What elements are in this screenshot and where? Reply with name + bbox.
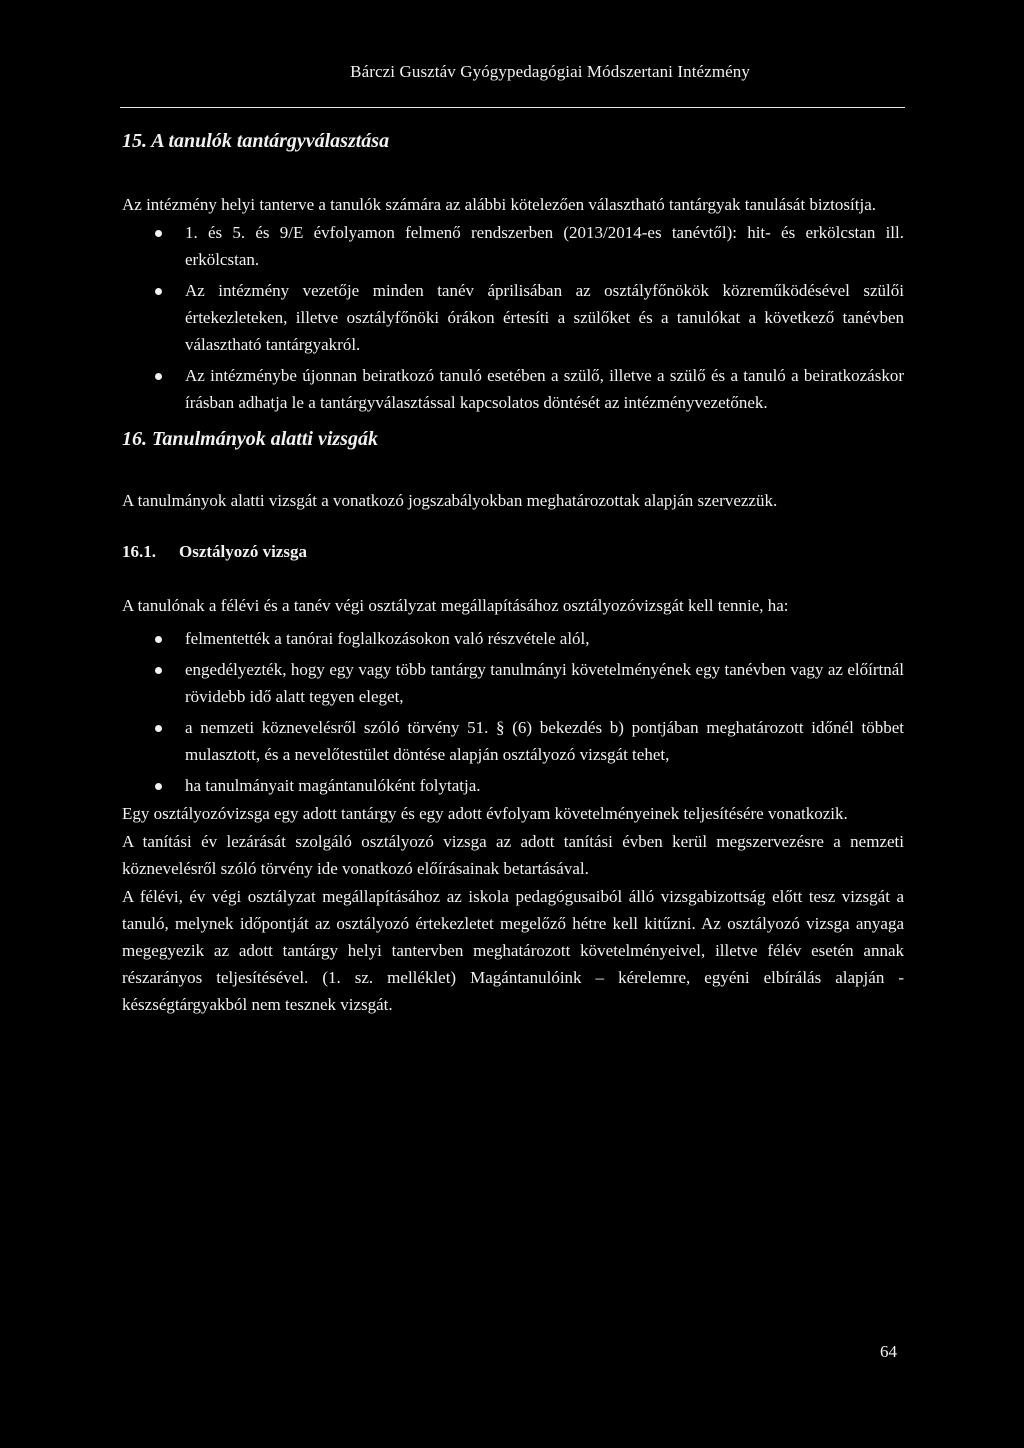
header-divider: [120, 107, 905, 108]
section-16-1-intro: A tanulónak a félévi és a tanév végi osztályzat megállapításához osztályozóvizsgát kell tennie, ha:: [122, 596, 789, 615]
section-16-1-para-3: A félévi, év végi osztályzat megállapításához az iskola pedagógusaiból álló vizsgabizottság előtt tesz vizsgát a tanuló, melynek időpontját az osztályozó értekezletet megelőző hétre kell kitűzni. Az osztályozó vizsga anyaga megegyezik az adott tantárgy helyi tantervben meghatározott követelményeivel, illetve félév esetén annak részarányos teljesítésével. (1. sz. melléklet) Magántanulóink – kérelemre, egyéni elbírálás alapján - készségtárgyakból nem tesznek vizsgát.: [122, 887, 904, 1014]
bullet-icon: [155, 636, 162, 643]
list-item: 1. és 5. és 9/E évfolyamon felmenő rendszerben (2013/2014-es tanévtől): hit- és erkölcstan ill. erkölcstan.: [122, 219, 904, 273]
bullet-icon: [155, 230, 162, 237]
bullet-icon: [155, 667, 162, 674]
section-16-1-title: Osztályozó vizsga: [179, 542, 307, 561]
list-item: ha tanulmányait magántanulóként folytatja.: [122, 772, 904, 799]
bullet-icon: [155, 288, 162, 295]
page-content: [122, 122, 904, 1018]
section-15-list: [122, 219, 904, 416]
list-item: Az intézménybe újonnan beiratkozó tanuló esetében a szülő, illetve a szülő és a tanuló a beiratkozáskor írásban adhatja le a tantárgyválasztással kapcsolatos döntését az intézményvezetőnek.: [122, 362, 904, 416]
list-item: a nemzeti köznevelésről szóló törvény 51. § (6) bekezdés b) pontjában meghatározott időnél többet mulasztott, és a nevelőtestület döntése alapján osztályozó vizsgát tehet,: [122, 714, 904, 768]
section-16-intro: A tanulmányok alatti vizsgát a vonatkozó jogszabályokban meghatározottak alapján szervezzük.: [122, 491, 778, 510]
list-item: Az intézmény vezetője minden tanév áprilisában az osztályfőnökök közreműködésével szülői értekezleteken, illetve osztályfőnöki órákon értesíti a szülőket és a tanulókat a következő tanévben választható tantárgyakról.: [122, 277, 904, 358]
section-16-1-list: [122, 625, 904, 799]
section-16-1-para-2: A tanítási év lezárását szolgáló osztályozó vizsga az adott tanítási évben kerül megszervezésre a nemzeti köznevelésről szóló törvény ide vonatkozó előírásainak betartásával.: [122, 832, 904, 878]
section-16-1-para-1: Egy osztályozóvizsga egy adott tantárgy és egy adott évfolyam követelményeinek teljesítésére vonatkozik.: [122, 804, 848, 823]
list-item: felmentették a tanórai foglalkozásokon való részvétele alól,: [122, 625, 904, 652]
page-number: 64: [880, 1342, 897, 1361]
section-15-intro: Az intézmény helyi tanterve a tanulók számára az alábbi kötelezően választható tantárgyak tanulását biztosítja.: [122, 195, 876, 214]
section-15-heading: 15. A tanulók tantárgyválasztása: [122, 130, 390, 152]
bullet-icon: [155, 783, 162, 790]
section-16-1-number: 16.1.: [122, 542, 156, 561]
section-16-1-heading: [122, 542, 904, 562]
page-header: Bárczi Gusztáv Gyógypedagógiai Módszertani Intézmény: [350, 62, 750, 81]
section-16-heading: 16. Tanulmányok alatti vizsgák: [122, 428, 378, 450]
bullet-icon: [155, 725, 162, 732]
bullet-icon: [155, 373, 162, 380]
list-item: engedélyezték, hogy egy vagy több tantárgy tanulmányi követelményének egy tanévben vagy az előírtnál rövidebb idő alatt tegyen eleget,: [122, 656, 904, 710]
